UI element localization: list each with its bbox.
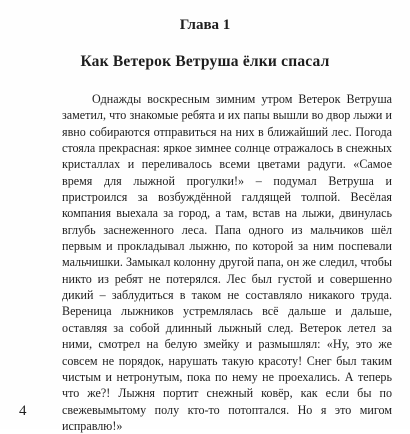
page-number: 4 [19, 403, 27, 419]
chapter-title: Как Ветерок Ветруша ёлки спасал [80, 53, 330, 70]
chapter-label: Глава 1 [179, 17, 231, 33]
body-paragraph: Однажды воскресным зимним утром Ветерок Ветруша заметил, что знакомые ребята и их папы вышли во двор лыжи и явно собираются отправиться на них в ближайший лес. Погода стояла прекрасная: яркое зимнее солнце отражалось в снежных кристаллах и переливалось всеми цветами радуги. «Самое время для лыжной прогулки!» – подумал Ветруша и пристроился за возбуждённой галдящей толпой. Весёлая компания выехала за город, а там, встав на лыжи, двинулась вглубь заснеженного леса. Папа одного из мальчиков шёл первым и прокладывал лыжню, по которой за ним поспевали мальчишки. Замыкал колонну другой папа, он же следил, чтобы никто из ребят не потерялся. Лес был густой и совершенно дикий – заблудиться в таком не составляло никакого труда. Вереница лыжников устремлялась всё дальше и дальше, оставляя за собой длинный лыжный след. Ветерок летел за ними, смотрел на белую змейку и размышлял: «Ну, это же совсем не порядок, нарушать такую красоту! Снег был таким чистым и нетронутым, пока по нему не проехались. А теперь что же?! Лыжня портит снежный ковёр, как если бы по свежевымытому полу кто-то потоптался. Но я это мигом исправлю!» [62, 92, 392, 433]
